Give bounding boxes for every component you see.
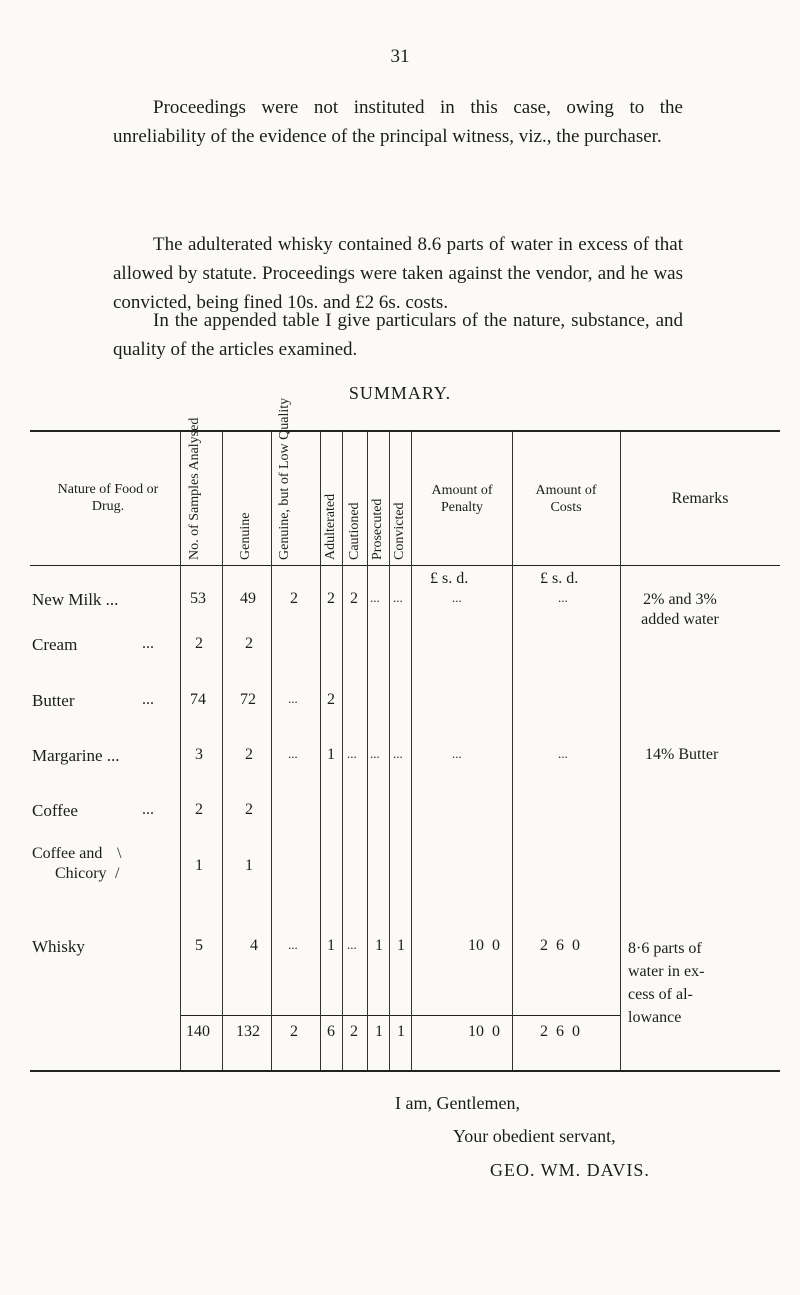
row-name: Coffee and xyxy=(32,845,103,862)
row-name-cont: Chicory xyxy=(55,865,107,882)
row-convicted: 1 xyxy=(397,937,405,954)
table-bottom-rule xyxy=(30,1070,780,1072)
row-samples: 5 xyxy=(195,937,203,954)
row-genuine: 4 xyxy=(250,937,258,954)
row-samples: 3 xyxy=(195,746,203,763)
col-rule xyxy=(271,431,272,1070)
total-adulterated: 6 xyxy=(327,1023,335,1040)
total-penalty: 10 0 xyxy=(468,1023,500,1040)
row-remarks: 14% Butter xyxy=(645,746,719,763)
row-adulterated: 2 xyxy=(327,691,335,708)
header-adulterated: Adulterated xyxy=(323,493,338,560)
costs-units: £ s. d. xyxy=(540,570,579,587)
col-rule xyxy=(342,431,343,1070)
row-name: New Milk ... xyxy=(32,590,119,609)
row-remarks: 2% and 3% added water xyxy=(641,591,719,628)
row-cautioned: 2 xyxy=(350,590,358,607)
row-low: ... xyxy=(288,937,298,952)
header-genuine: Genuine xyxy=(238,512,253,560)
row-genuine: 49 xyxy=(240,590,256,607)
total-convicted: 1 xyxy=(397,1023,405,1040)
row-dots: ... xyxy=(142,691,154,708)
row-genuine: 2 xyxy=(245,635,253,652)
row-samples: 2 xyxy=(195,635,203,652)
row-genuine: 2 xyxy=(245,801,253,818)
row-prosecuted: ... xyxy=(370,590,380,605)
row-name: Butter xyxy=(32,691,75,710)
total-samples: 140 xyxy=(186,1023,210,1040)
row-cautioned: ... xyxy=(347,746,357,761)
row-name: Margarine ... xyxy=(32,746,120,765)
row-adulterated: 1 xyxy=(327,746,335,763)
row-genuine: 72 xyxy=(240,691,256,708)
row-costs: ... xyxy=(558,590,568,605)
row-penalty: ... xyxy=(452,590,462,605)
signature: GEO. WM. DAVIS. xyxy=(490,1160,650,1180)
row-costs: ... xyxy=(558,746,568,761)
row-cautioned: ... xyxy=(347,937,357,952)
row-low: ... xyxy=(288,746,298,761)
total-costs: 2 6 0 xyxy=(540,1023,580,1040)
row-samples: 1 xyxy=(195,857,203,874)
row-convicted: ... xyxy=(393,590,403,605)
col-rule xyxy=(620,431,621,1070)
paragraph-proceedings: Proceedings were not instituted in this case, owing to the unreliability of the evidence of the principal witness, viz., the purchaser. xyxy=(113,97,683,147)
page-number: 31 xyxy=(390,46,410,67)
col-rule xyxy=(180,431,181,1070)
col-rule xyxy=(512,431,513,1070)
header-cautioned: Cautioned xyxy=(347,502,362,560)
summary-title: SUMMARY. xyxy=(348,383,452,403)
header-low-quality: Genuine, but of Low Quality xyxy=(277,397,292,560)
header-nature: Nature of Food or Drug. xyxy=(57,482,159,514)
row-genuine: 2 xyxy=(245,746,253,763)
total-genuine: 132 xyxy=(236,1023,260,1040)
paragraph-table-intro: In the appended table I give particulars of the nature, substance, and quality of the articles examined. xyxy=(113,310,683,360)
row-penalty: 10 0 xyxy=(468,937,500,954)
table-top-rule xyxy=(30,430,780,432)
row-costs: 2 6 0 xyxy=(540,937,580,954)
row-name: Cream xyxy=(32,635,78,654)
row-samples: 2 xyxy=(195,801,203,818)
row-low: ... xyxy=(288,691,298,706)
row-penalty: ... xyxy=(452,746,462,761)
header-penalty: Amount of Penalty xyxy=(431,483,493,515)
total-low: 2 xyxy=(290,1023,298,1040)
row-name: Whisky xyxy=(32,937,85,956)
row-prosecuted: 1 xyxy=(375,937,383,954)
row-name-brace-top: \ xyxy=(117,845,122,862)
row-dots: ... xyxy=(142,801,154,818)
row-samples: 74 xyxy=(190,691,206,708)
col-rule xyxy=(320,431,321,1070)
col-rule xyxy=(389,431,390,1070)
total-prosecuted: 1 xyxy=(375,1023,383,1040)
paragraph-whisky: The adulterated whisky contained 8.6 parts of water in excess of that allowed by statute. Proceedings were taken against the vendor, and he was convicted, being fined 10s. and £2 6s. costs. xyxy=(113,234,683,313)
header-prosecuted: Prosecuted xyxy=(370,498,385,560)
row-low: 2 xyxy=(290,590,298,607)
row-genuine: 1 xyxy=(245,857,253,874)
row-dots: ... xyxy=(142,635,154,652)
penalty-units: £ s. d. xyxy=(430,570,469,587)
col-rule xyxy=(411,431,412,1070)
header-bottom-rule xyxy=(30,565,780,566)
closing-salutation: I am, Gentlemen, xyxy=(395,1093,520,1113)
row-adulterated: 1 xyxy=(327,937,335,954)
row-name: Coffee xyxy=(32,801,78,820)
header-convicted: Convicted xyxy=(392,502,407,560)
row-remarks: 8·6 parts of water in ex- cess of al- lowance xyxy=(628,940,705,1026)
header-costs: Amount of Costs xyxy=(535,483,597,515)
row-adulterated: 2 xyxy=(327,590,335,607)
total-cautioned: 2 xyxy=(350,1023,358,1040)
row-prosecuted: ... xyxy=(370,746,380,761)
closing-servant: Your obedient servant, xyxy=(453,1126,616,1146)
row-name-brace-bottom: / xyxy=(115,865,120,882)
row-samples: 53 xyxy=(190,590,206,607)
header-remarks: Remarks xyxy=(671,490,729,507)
col-rule xyxy=(222,431,223,1070)
row-convicted: ... xyxy=(393,746,403,761)
header-samples: No. of Samples Analysed xyxy=(187,417,202,560)
totals-rule xyxy=(180,1015,620,1016)
col-rule xyxy=(367,431,368,1070)
